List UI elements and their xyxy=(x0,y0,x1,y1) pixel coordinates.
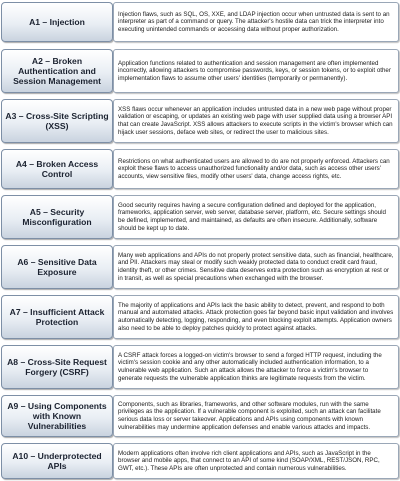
list-item-a10 xyxy=(1,442,399,480)
list-item-a2 xyxy=(1,48,399,94)
list-item-a8 xyxy=(1,344,399,390)
item-description: Injection flaws, such as SQL, OS, XXE, and LDAP injection occur when untrusted data is sent to an interpreter as part of a command or query. The attacker's hostile data can trick the interpreter into executing unintended commands or accessing data without proper authorization. xyxy=(113,2,399,42)
item-description: A CSRF attack forces a logged-on victim's browser to send a forged HTTP request, including the victim's session cookie and any other automatically included authentication information, to a vulnerable web application. Such an attack allows the attacker to force a victim's browser to generate requests the vulnerable application thinks are legitimate requests from the victim. xyxy=(113,345,399,389)
item-label: A8 – Cross-Site Request Forgery (CSRF) xyxy=(1,345,113,389)
list-item-a5 xyxy=(1,194,399,240)
list-item-a7 xyxy=(1,294,399,340)
item-label: A1 – Injection xyxy=(1,2,113,42)
item-label: A10 – Underprotected APIs xyxy=(1,443,113,479)
item-label: A9 – Using Components with Known Vulnerabilities xyxy=(1,395,113,437)
item-description: Application functions related to authentication and session management are often implemented incorrectly, allowing attackers to compromise passwords, keys, or session tokens, or to exploit other implementation flaws to assume other users' identities (temporarily or permanently). xyxy=(113,49,399,93)
item-description: Many web applications and APIs do not properly protect sensitive data, such as financial, healthcare, and PII. Attackers may steal or modify such weakly protected data to conduct credit card fraud, identity theft, or other crimes. Sensitive data deserves extra protection such as encryption at rest or in transit, as well as special precautions when exchanged with the browser. xyxy=(113,245,399,289)
item-label: A3 – Cross-Site Scripting (XSS) xyxy=(1,99,113,143)
list-item-a9 xyxy=(1,394,399,438)
item-label: A7 – Insufficient Attack Protection xyxy=(1,295,113,339)
item-description: Restrictions on what authenticated users are allowed to do are not properly enforced. Attackers can exploit these flaws to access unauthorized functionality and/or data, such as access other users' accounts, view sensitive files, modify other users' data, change access rights, etc. xyxy=(113,149,399,189)
item-label: A2 – Broken Authentication and Session Management xyxy=(1,49,113,93)
item-description: Modern applications often involve rich client applications and APIs, such as JavaScript in the browser and mobile apps, that connect to an API of some kind (SOAP/XML, REST/JSON, RPC, GWT, etc.). These APIs are often unprotected and contain numerous vulnerabilities. xyxy=(113,443,399,479)
item-label: A4 – Broken Access Control xyxy=(1,149,113,189)
item-description: Good security requires having a secure configuration defined and deployed for the application, frameworks, application server, web server, database server, platform, etc. Secure settings should be defined, implemented, and maintained, as defaults are often insecure. Additionally, software should be kept up to date. xyxy=(113,195,399,239)
item-description: The majority of applications and APIs lack the basic ability to detect, prevent, and respond to both manual and automated attacks. Attack protection goes far beyond basic input validation and involves automatically detecting, logging, responding, and even blocking exploit attempts. Application owners also need to be able to deploy patches quickly to protect against attacks. xyxy=(113,295,399,339)
list-item-a3 xyxy=(1,98,399,144)
item-description: Components, such as libraries, frameworks, and other software modules, run with the same privileges as the application. If a vulnerable component is exploited, such an attack can facilitate serious data loss or server takeover. Applications and APIs using components with known vulnerabilities may undermine application defenses and enable various attacks and impacts. xyxy=(113,395,399,437)
list-item-a1 xyxy=(1,1,399,43)
item-label: A5 – Security Misconfiguration xyxy=(1,195,113,239)
item-label: A6 – Sensitive Data Exposure xyxy=(1,245,113,289)
list-item-a6 xyxy=(1,244,399,290)
list-item-a4 xyxy=(1,148,399,190)
item-description: XSS flaws occur whenever an application includes untrusted data in a new web page without proper validation or escaping, or updates an existing web page with user supplied data using a browser API that can create JavaScript. XSS allows attackers to execute scripts in the victim's browser which can hijack user sessions, deface web sites, or redirect the user to malicious sites. xyxy=(113,99,399,143)
